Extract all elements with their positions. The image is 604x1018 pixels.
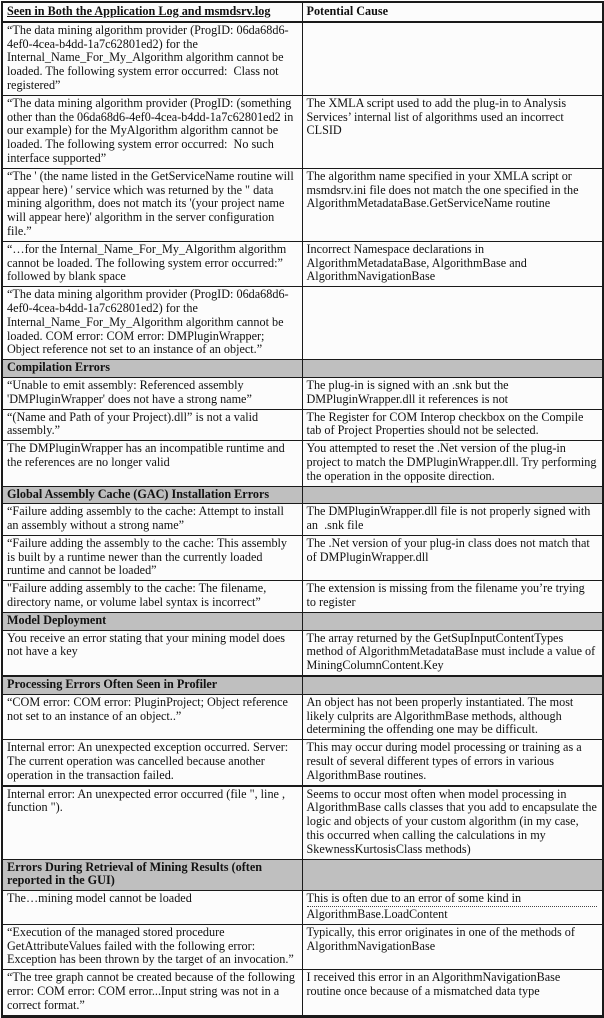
symptom-cell: Internal error: An unexpected exception occurred. Server: The current operation was cancelled because another operation in the transaction failed. <box>2 740 302 786</box>
cause-cell: I received this error in an AlgorithmNavigationBase routine once because of a mismatched data type <box>302 970 603 1016</box>
cause-cell <box>302 486 603 504</box>
table-header <box>2 2 603 22</box>
symptom-cell: Internal error: An unexpected error occurred (file ", line , function "). <box>2 786 302 859</box>
cause-cell: The Register for COM Interop checkbox on the Compile tab of Project Properties should not be selected. <box>302 409 603 441</box>
table-row <box>2 409 603 441</box>
cause-cell: The DMPluginWrapper.dll file is not properly signed with an .snk file <box>302 504 603 536</box>
symptom-cell: “Failure adding the assembly to the cache: This assembly is built by a runtime newer than the currently loaded runtime and cannot be loaded” <box>2 535 302 580</box>
header-row <box>2 2 603 22</box>
table-row <box>2 694 603 739</box>
cause-text-line: AlgorithmBase.LoadContent <box>306 907 448 922</box>
cause-cell <box>302 859 603 891</box>
symptom-cell: The DMPluginWrapper has an incompatible runtime and the references are no longer valid <box>2 441 302 486</box>
table-row <box>2 22 603 95</box>
table-row <box>2 377 603 409</box>
cause-cell: This may occur during model processing or training as a result of several different types of errors in various AlgorithmBase routines. <box>302 740 603 786</box>
cause-cell <box>302 22 603 95</box>
cause-cell: The .Net version of your plug-in class does not match that of DMPluginWrapper.dll <box>302 535 603 580</box>
symptom-cell: "Failure adding assembly to the cache: The filename, directory name, or volume label syntax is incorrect” <box>2 581 302 613</box>
table-row <box>2 168 603 241</box>
table-row <box>2 535 603 580</box>
symptom-cell: “COM error: COM error: PluginProject; Object reference not set to an instance of an object..” <box>2 694 302 739</box>
cause-cell: The algorithm name specified in your XMLA script or msmdsrv.ini file does not match the one specified in the AlgorithmMetadataBase.GetServiceName routine <box>302 168 603 241</box>
symptom-cell: “Execution of the managed stored procedure GetAttributeValues failed with the following error: Exception has been thrown by the target of an invocation.” <box>2 924 302 969</box>
table-row <box>2 441 603 486</box>
column-header-cause <box>302 2 603 22</box>
symptom-cell: “The data mining algorithm provider (ProgID: 06da68d6-4ef0-4cea-b4dd-1a7c62801ed2) for the Internal_Name_For_My_Algorithm algorithm cannot be loaded. The following system error occurred: Class not registered” <box>2 22 302 95</box>
symptom-cell: “Unable to emit assembly: Referenced assembly 'DMPluginWrapper' does not have a strong name” <box>2 377 302 409</box>
section-header-row <box>2 360 603 378</box>
table-row <box>2 740 603 786</box>
cause-cell: Seems to occur most often when model processing in AlgorithmBase calls classes that you add to encapsulate the logic and objects of your custom algorithm (in my case, this occurred when calling the calculations in my SkewnessKurtosisClass methods) <box>302 786 603 859</box>
table-row <box>2 786 603 859</box>
symptom-cell: “(Name and Path of your Project).dll” is not a valid assembly.” <box>2 409 302 441</box>
troubleshooting-table <box>1 1 604 1018</box>
section-header-row <box>2 486 603 504</box>
cause-cell: Incorrect Namespace declarations in AlgorithmMetadataBase, AlgorithmBase and AlgorithmNavigationBase <box>302 241 603 286</box>
column-header-cause-label: Potential Cause <box>306 4 389 18</box>
symptom-cell: You receive an error stating that your mining model does not have a key <box>2 630 302 676</box>
table-row <box>2 891 603 925</box>
symptom-cell: Errors During Retrieval of Mining Results (often reported in the GUI) <box>2 859 302 891</box>
troubleshooting-table-body <box>2 22 603 1016</box>
cause-cell: You attempted to reset the .Net version of the plug-in project to match the DMPluginWrapper.dll. Try performing the operation in the opposite direction. <box>302 441 603 486</box>
symptom-cell: Compilation Errors <box>2 360 302 378</box>
cause-cell <box>302 891 603 925</box>
symptom-cell: The…mining model cannot be loaded <box>2 891 302 925</box>
symptom-cell: Global Assembly Cache (GAC) Installation Errors <box>2 486 302 504</box>
table-row <box>2 504 603 536</box>
cause-cell <box>302 287 603 360</box>
table-row <box>2 287 603 360</box>
cause-cell: The extension is missing from the filename you’re trying to register <box>302 581 603 613</box>
section-header-row <box>2 676 603 694</box>
symptom-cell: “The ' (the name listed in the GetServiceName routine will appear here) ' service which was returned by the " data mining algorithm, does not match its '(your project name will appear here)' algorithm in the server configuration file.” <box>2 168 302 241</box>
cause-cell <box>302 676 603 694</box>
section-header-row <box>2 859 603 891</box>
cause-cell: The XMLA script used to add the plug-in to Analysis Services’ internal list of algorithms used an incorrect CLSID <box>302 95 603 168</box>
symptom-cell: “Failure adding assembly to the cache: Attempt to install an assembly without a strong name” <box>2 504 302 536</box>
symptom-cell: Model Deployment <box>2 612 302 630</box>
column-header-symptom <box>2 2 302 22</box>
cause-cell: Typically, this error originates in one of the methods of AlgorithmNavigationBase <box>302 924 603 969</box>
symptom-cell: “The data mining algorithm provider (ProgID: (something other than the 06da68d6-4ef0-4cea-b4dd-1a7c62801ed2 in our example) for the MyAlgorithm algorithm cannot be loaded. The following system error occurred: No such interface supported” <box>2 95 302 168</box>
table-row <box>2 630 603 676</box>
table-row <box>2 241 603 286</box>
symptom-cell: “…for the Internal_Name_For_My_Algorithm algorithm cannot be loaded. The following system error occurred:” followed by blank space <box>2 241 302 286</box>
table-row <box>2 924 603 969</box>
symptom-cell: “The data mining algorithm provider (ProgID: 06da68d6-4ef0-4cea-b4dd-1a7c62801ed2) for the Internal_Name_For_My_Algorithm algorithm cannot be loaded. COM error: COM error: DMPluginWrapper; Object reference not set to an instance of an object.” <box>2 287 302 360</box>
cause-cell: The array returned by the GetSupInputContentTypes method of AlgorithmMetadataBase must include a value of MiningColumnContent.Key <box>302 630 603 676</box>
cause-cell: The plug-in is signed with an .snk but the DMPluginWrapper.dll it references is not <box>302 377 603 409</box>
section-header-row <box>2 612 603 630</box>
cause-cell: An object has not been properly instantiated. The most likely culprits are AlgorithmBase methods, although determining the offending one may be difficult. <box>302 694 603 739</box>
column-header-symptom-label: Seen in Both the Application Log and msmdsrv.log <box>7 4 271 18</box>
table-row <box>2 95 603 168</box>
table-row <box>2 970 603 1016</box>
cause-text-line: This is often due to an error of some kind in <box>307 892 598 907</box>
cause-cell <box>302 612 603 630</box>
symptom-cell: Processing Errors Often Seen in Profiler <box>2 676 302 694</box>
table-row <box>2 581 603 613</box>
symptom-cell: “The tree graph cannot be created because of the following error: COM error: COM error...Input string was not in a correct format.” <box>2 970 302 1016</box>
cause-cell <box>302 360 603 378</box>
